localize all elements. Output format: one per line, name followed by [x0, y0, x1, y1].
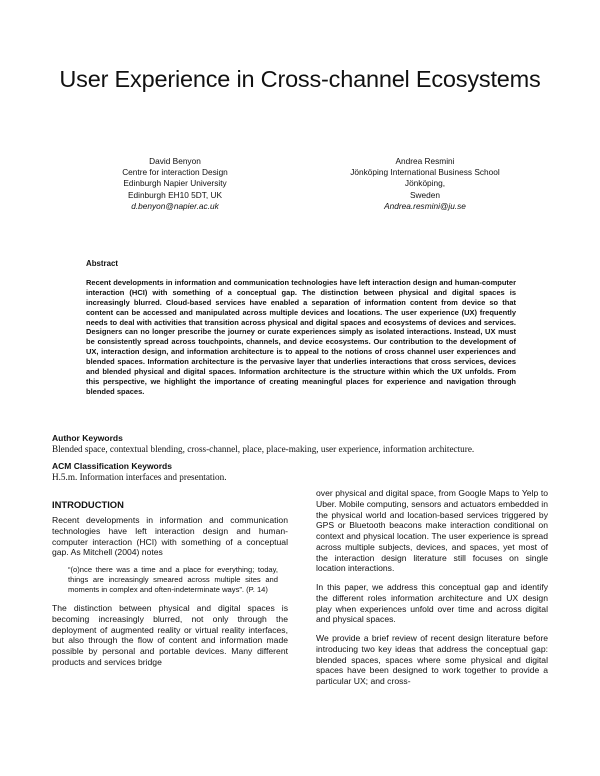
author-keywords-text: Blended space, contextual blending, cross-channel, place, place-making, user experience, information architecture. [52, 444, 475, 454]
body-column-left [52, 499, 288, 668]
author-affiliation: Jönköping International Business School [350, 167, 500, 178]
author-address: Edinburgh EH10 5DT, UK [127, 189, 223, 200]
author-address: Sweden [410, 189, 440, 200]
body-column-right [316, 488, 548, 687]
intro-paragraph-3: over physical and digital space, from Google Maps to Yelp to Uber. Mobile computing, sensors and actuators embedded in the physical world and location-based services triggered by GPS or Bluetooth beacons make interaction conditional on context and physical location. The user experience is spread across multiple subjects, devices, and spaces, yet most of the interaction design literature still focuses on single location interactions. [316, 488, 548, 574]
author-institution: Jönköping, [404, 178, 446, 189]
intro-paragraph-2: The distinction between physical and digital spaces is becoming increasingly blurred, not only through the deployment of augmented reality or virtual reality interfaces, but also through the flow of content and information made possible by personal and portable devices. Many different products and services bridge [52, 603, 288, 667]
intro-paragraph-4: In this paper, we address this conceptual gap and identify the different roles information architecture and UX design play when experiences unfold over time and across digital and physical spaces. [316, 582, 548, 625]
acm-keywords-text: H.5.m. Information interfaces and presentation. [52, 472, 227, 482]
abstract-heading: Abstract [86, 259, 119, 268]
author-email: d.benyon@napier.ac.uk [131, 200, 219, 211]
abstract-section [86, 259, 516, 397]
acm-keywords-section [52, 461, 552, 483]
author-email: Andrea.resmini@ju.se [384, 200, 466, 211]
author-block-benyon [55, 156, 295, 212]
author-affiliation: Centre for interaction Design [122, 167, 228, 178]
acm-keywords-heading: ACM Classification Keywords [52, 461, 172, 471]
intro-paragraph-1: Recent developments in information and communication technologies have left interaction design and human-computer interaction (HCI) with something of a conceptual gap. As Mitchell (2004) notes [52, 515, 288, 558]
paper-title: User Experience in Cross-channel Ecosystems [59, 66, 541, 92]
author-institution: Edinburgh Napier University [123, 178, 227, 189]
abstract-text: Recent developments in information and communication technologies have left interaction design and human-computer interaction (HCI) with something of a conceptual gap. The distinction between physical and digital spaces is increasingly blurred. Cloud-based services have enabled a separation of information content from device so that content can be accessed and manipulated across multiple devices and locations. The user experience (UX) frequently needs to deal with activities that transition across physical and digital spaces and ecosystems of devices and services. Designers can no longer prescribe the journey or curate experiences simply as isolated interactions. Instead, UX must be consistently spread across touchpoints, channels, and device ecosystems. Our contribution to the development of UX, interaction design, and information architecture is to appeal to the notions of cross channel user experiences and blended spaces. Information architecture is the pervasive layer that underlies interactions that cross services, devices and blended physical and digital spaces. Information architecture is the structure within which the UX unfolds. From this perspective, we highlight the importance of creating meaningful places for experience and navigation through blended spaces. [86, 277, 516, 396]
author-keywords-section [52, 433, 552, 455]
author-block-resmini [305, 156, 545, 212]
author-keywords-heading: Author Keywords [52, 433, 123, 443]
author-name: Andrea Resmini [395, 156, 455, 166]
introduction-heading: INTRODUCTION [52, 499, 124, 510]
intro-paragraph-5: We provide a brief review of recent design literature before introducing two key ideas that address the conceptual gap: blended spaces, spaces where some physical and digital spaces have been designed to work together to provide a particular UX; and cross- [316, 633, 548, 686]
mitchell-quote: “(o)nce there was a time and a place for everything; today, things are increasingly smeared across multiple sites and moments in complex and often-indeterminate ways”. (P. 14) [68, 565, 278, 594]
author-name: David Benyon [149, 156, 201, 166]
